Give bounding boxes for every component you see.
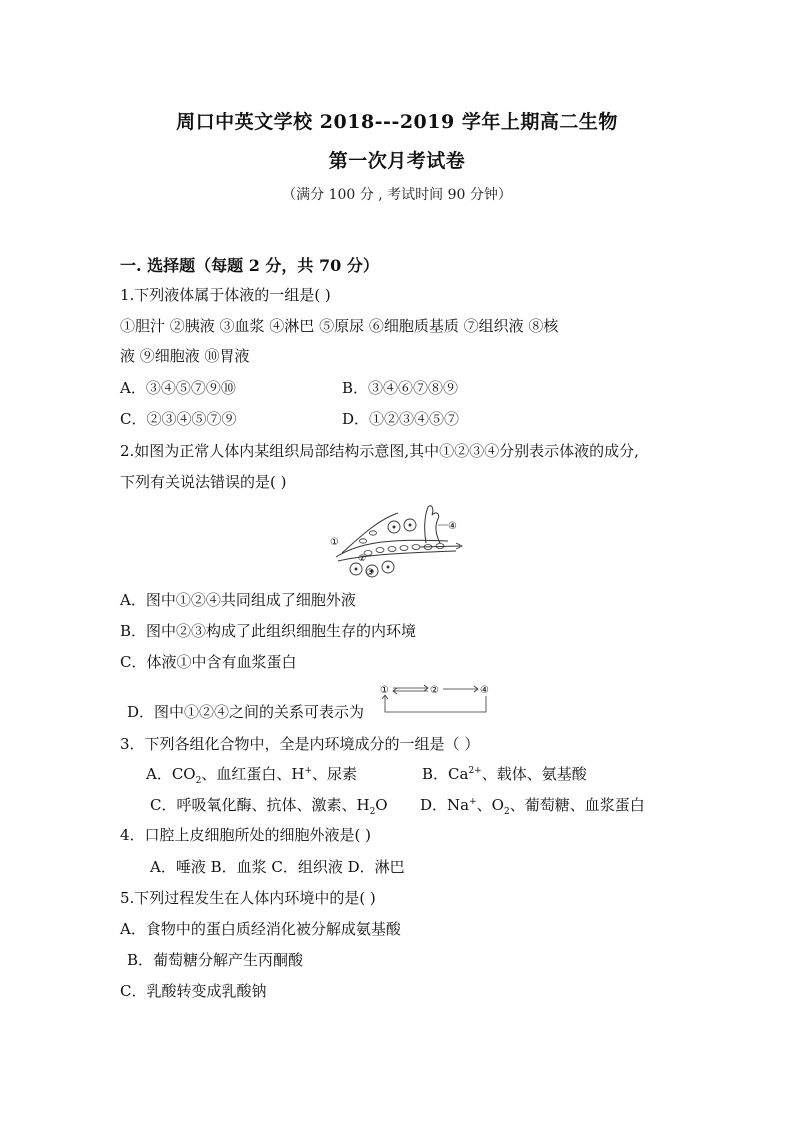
section-heading: 一. 选择题（每题 2 分，共 70 分） bbox=[120, 256, 379, 275]
diagram-label-4: ④ bbox=[448, 521, 457, 532]
diagram-label-2: ② bbox=[358, 554, 367, 564]
q3-option-d: D．Na+、$O_2$、葡萄糖、血浆蛋白 bbox=[420, 796, 645, 817]
exam-subtitle: （满分 100 分 , 考试时间 90 分钟） bbox=[282, 187, 512, 203]
q1-stem: 1.下列液体属于体液的一组是( ) bbox=[120, 286, 331, 304]
q1-option-d: D．①②③④⑤⑦ bbox=[342, 410, 460, 428]
q1-items-line1: ①胆汁 ②胰液 ③血浆 ④淋巴 ⑤原尿 ⑥细胞质基质 ⑦组织液 ⑧核 bbox=[120, 317, 559, 335]
diagram-label-1: ① bbox=[330, 537, 339, 548]
relation-label-1: ① bbox=[380, 685, 389, 696]
q2-option-d: D．图中①②④之间的关系可表示为 bbox=[127, 703, 365, 721]
q3-option-a: A．$CO_2$、血红蛋白、H+、尿素 bbox=[146, 765, 357, 786]
q1-option-b: B．③④⑥⑦⑧⑨ bbox=[342, 379, 459, 397]
q4-options: A．唾液 B．血浆 C．组织液 D．淋巴 bbox=[150, 858, 405, 876]
q3-stem: 3．下列各组化合物中，全是内环境成分的一组是（ ） bbox=[120, 735, 480, 753]
q5-option-b: B．葡萄糖分解产生丙酮酸 bbox=[127, 951, 304, 969]
tissue-structure-diagram bbox=[328, 503, 468, 581]
relation-label-2: ② bbox=[430, 685, 439, 696]
q2-option-c: C．体液①中含有血浆蛋白 bbox=[120, 653, 297, 671]
fluid-relationship-diagram bbox=[380, 682, 498, 714]
diagram-label-3: ③ bbox=[366, 568, 375, 578]
q1-option-c: C．②③④⑤⑦⑨ bbox=[120, 410, 237, 428]
q5-option-a: A．食物中的蛋白质经消化被分解成氨基酸 bbox=[120, 920, 401, 938]
q2-option-a: A．图中①②④共同组成了细胞外液 bbox=[120, 591, 356, 609]
relation-label-4: ④ bbox=[480, 685, 489, 696]
exam-title-line2: 第一次月考试卷 bbox=[328, 150, 466, 172]
q1-items-line2: 液 ⑨细胞液 ⑩胃液 bbox=[120, 347, 250, 365]
q2-stem-line1: 2.如图为正常人体内某组织局部结构示意图,其中①②③④分别表示体液的成分, bbox=[120, 442, 639, 460]
exam-title-line1: 周口中英文学校 2018---2019 学年上期高二生物 bbox=[176, 111, 618, 133]
q5-option-c: C．乳酸转变成乳酸钠 bbox=[120, 982, 267, 1000]
q3-option-c: C．呼吸氧化酶、抗体、激素、$H_2O$ bbox=[150, 796, 388, 817]
q2-option-b: B．图中②③构成了此组织细胞生存的内环境 bbox=[120, 622, 417, 640]
q5-stem: 5.下列过程发生在人体内环境中的是( ) bbox=[120, 889, 376, 907]
q3-option-b: B．$Ca^{2+}$、载体、氨基酸 bbox=[422, 765, 587, 783]
q4-stem: 4．口腔上皮细胞所处的细胞外液是( ) bbox=[120, 826, 372, 844]
q2-stem-line2: 下列有关说法错误的是( ) bbox=[120, 473, 287, 491]
q1-option-a: A．③④⑤⑦⑨⑩ bbox=[120, 379, 236, 397]
